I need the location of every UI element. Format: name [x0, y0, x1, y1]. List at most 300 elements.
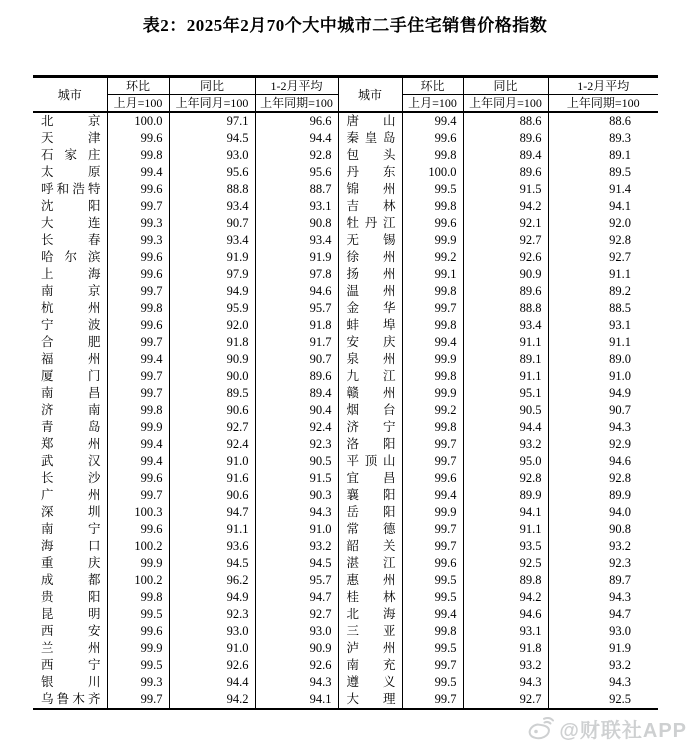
value-cell: 99.6 — [107, 130, 169, 147]
value-cell: 99.8 — [107, 402, 169, 419]
value-cell: 99.7 — [402, 300, 463, 317]
value-cell: 100.0 — [107, 112, 169, 130]
value-cell: 94.0 — [548, 504, 658, 521]
value-cell: 90.6 — [169, 487, 255, 504]
value-cell: 93.0 — [169, 623, 255, 640]
value-cell: 93.6 — [169, 538, 255, 555]
value-cell: 88.6 — [548, 112, 658, 130]
city-cell: 广州 — [41, 488, 101, 502]
value-cell: 89.4 — [255, 385, 338, 402]
value-cell: 93.1 — [548, 317, 658, 334]
value-cell: 94.7 — [169, 504, 255, 521]
city-cell: 北海 — [338, 606, 402, 623]
value-cell: 92.7 — [463, 691, 548, 709]
city-cell: 哈尔滨 — [41, 250, 101, 264]
value-cell: 89.4 — [463, 147, 548, 164]
value-cell: 99.9 — [107, 555, 169, 572]
value-cell: 93.2 — [463, 657, 548, 674]
city-cell: 武汉 — [41, 454, 101, 468]
value-cell: 94.7 — [548, 606, 658, 623]
value-cell: 99.3 — [107, 215, 169, 232]
value-cell: 90.7 — [548, 402, 658, 419]
value-cell: 99.9 — [402, 351, 463, 368]
table-row — [33, 351, 658, 368]
value-cell: 90.7 — [255, 351, 338, 368]
city-cell: 宁波 — [41, 318, 101, 332]
value-cell: 90.3 — [255, 487, 338, 504]
value-cell: 91.1 — [463, 334, 548, 351]
watermark-handle: @财联社APP — [559, 720, 687, 742]
table-row — [33, 112, 658, 130]
city-cell: 长春 — [41, 233, 101, 247]
city-cell: 扬州 — [338, 266, 402, 283]
value-cell: 99.6 — [107, 470, 169, 487]
value-cell: 99.8 — [107, 589, 169, 606]
column-header-mom-right: 环比 — [402, 77, 463, 95]
value-cell: 93.0 — [548, 623, 658, 640]
table-row — [33, 640, 658, 657]
value-cell: 94.1 — [463, 504, 548, 521]
table-row — [33, 538, 658, 555]
value-cell: 94.3 — [255, 674, 338, 691]
watermark — [527, 714, 687, 743]
value-cell: 99.4 — [402, 112, 463, 130]
value-cell: 99.7 — [107, 691, 169, 709]
value-cell: 90.5 — [463, 402, 548, 419]
value-cell: 99.8 — [402, 419, 463, 436]
table-row — [33, 215, 658, 232]
city-cell: 洛阳 — [338, 436, 402, 453]
value-cell: 97.1 — [169, 112, 255, 130]
value-cell: 99.4 — [402, 334, 463, 351]
table-row — [33, 385, 658, 402]
table-row — [33, 657, 658, 674]
value-cell: 94.3 — [548, 674, 658, 691]
value-cell: 99.9 — [107, 640, 169, 657]
table-row — [33, 487, 658, 504]
value-cell: 93.5 — [463, 538, 548, 555]
value-cell: 99.8 — [402, 147, 463, 164]
value-cell: 92.6 — [463, 249, 548, 266]
column-subheader-avg-base-right: 上年同期=100 — [548, 95, 658, 113]
value-cell: 96.6 — [255, 112, 338, 130]
value-cell: 99.5 — [107, 606, 169, 623]
value-cell: 89.1 — [463, 351, 548, 368]
value-cell: 89.8 — [463, 572, 548, 589]
city-cell: 石家庄 — [41, 148, 101, 162]
value-cell: 90.4 — [255, 402, 338, 419]
city-cell: 温州 — [338, 283, 402, 300]
value-cell: 99.6 — [107, 623, 169, 640]
city-cell: 湛江 — [338, 555, 402, 572]
value-cell: 94.5 — [255, 555, 338, 572]
table-row — [33, 674, 658, 691]
value-cell: 99.6 — [107, 317, 169, 334]
city-cell: 徐州 — [338, 249, 402, 266]
value-cell: 94.3 — [463, 674, 548, 691]
value-cell: 92.6 — [169, 657, 255, 674]
column-header-city-left: 城市 — [33, 77, 107, 113]
table-row — [33, 453, 658, 470]
value-cell: 99.7 — [402, 453, 463, 470]
value-cell: 93.2 — [548, 657, 658, 674]
table-row — [33, 130, 658, 147]
column-header-yoy-right: 同比 — [463, 77, 548, 95]
page-title: 表2：2025年2月70个大中城市二手住宅销售价格指数 — [142, 16, 548, 35]
value-cell: 95.9 — [169, 300, 255, 317]
value-cell: 92.3 — [548, 555, 658, 572]
value-cell: 93.4 — [463, 317, 548, 334]
city-cell: 桂林 — [338, 589, 402, 606]
value-cell: 91.7 — [255, 334, 338, 351]
city-cell: 成都 — [41, 573, 101, 587]
value-cell: 91.9 — [255, 249, 338, 266]
value-cell: 99.5 — [402, 589, 463, 606]
value-cell: 92.5 — [463, 555, 548, 572]
value-cell: 90.9 — [255, 640, 338, 657]
value-cell: 94.9 — [169, 283, 255, 300]
table-row — [33, 572, 658, 589]
value-cell: 94.9 — [169, 589, 255, 606]
value-cell: 90.5 — [255, 453, 338, 470]
value-cell: 99.5 — [107, 657, 169, 674]
table-row — [33, 317, 658, 334]
value-cell: 88.7 — [255, 181, 338, 198]
value-cell: 99.3 — [107, 674, 169, 691]
city-cell: 北京 — [41, 114, 101, 128]
value-cell: 99.6 — [402, 215, 463, 232]
value-cell: 95.0 — [463, 453, 548, 470]
city-cell: 太原 — [41, 165, 101, 179]
value-cell: 93.4 — [169, 198, 255, 215]
value-cell: 91.1 — [463, 521, 548, 538]
table-row — [33, 555, 658, 572]
value-cell: 89.9 — [548, 487, 658, 504]
value-cell: 92.0 — [169, 317, 255, 334]
value-cell: 89.5 — [169, 385, 255, 402]
city-cell: 大理 — [338, 691, 402, 709]
city-cell: 西安 — [41, 624, 101, 638]
city-cell: 三亚 — [338, 623, 402, 640]
city-cell: 沈阳 — [41, 199, 101, 213]
value-cell: 99.5 — [402, 640, 463, 657]
value-cell: 99.3 — [107, 232, 169, 249]
value-cell: 90.9 — [463, 266, 548, 283]
table-row — [33, 283, 658, 300]
value-cell: 94.3 — [548, 419, 658, 436]
value-cell: 96.2 — [169, 572, 255, 589]
value-cell: 89.6 — [463, 130, 548, 147]
city-cell: 平顶山 — [338, 453, 402, 470]
value-cell: 99.2 — [402, 249, 463, 266]
value-cell: 99.9 — [402, 385, 463, 402]
value-cell: 90.0 — [169, 368, 255, 385]
value-cell: 92.7 — [463, 232, 548, 249]
value-cell: 89.1 — [548, 147, 658, 164]
value-cell: 97.8 — [255, 266, 338, 283]
value-cell: 91.8 — [169, 334, 255, 351]
column-header-avg-left: 1-2月平均 — [255, 77, 338, 95]
value-cell: 91.9 — [169, 249, 255, 266]
value-cell: 97.9 — [169, 266, 255, 283]
city-cell: 福州 — [41, 352, 101, 366]
value-cell: 93.2 — [255, 538, 338, 555]
value-cell: 94.1 — [548, 198, 658, 215]
table-row — [33, 504, 658, 521]
value-cell: 99.4 — [402, 606, 463, 623]
value-cell: 94.6 — [548, 453, 658, 470]
city-cell: 大连 — [41, 216, 101, 230]
value-cell: 100.3 — [107, 504, 169, 521]
value-cell: 99.6 — [107, 521, 169, 538]
value-cell: 99.4 — [107, 453, 169, 470]
city-cell: 常德 — [338, 521, 402, 538]
table-row — [33, 402, 658, 419]
value-cell: 99.8 — [402, 317, 463, 334]
table-row — [33, 623, 658, 640]
city-cell: 郑州 — [41, 437, 101, 451]
city-cell: 杭州 — [41, 301, 101, 315]
city-cell: 重庆 — [41, 556, 101, 570]
value-cell: 99.8 — [402, 283, 463, 300]
value-cell: 92.8 — [463, 470, 548, 487]
value-cell: 99.9 — [402, 504, 463, 521]
value-cell: 90.7 — [169, 215, 255, 232]
city-cell: 岳阳 — [338, 504, 402, 521]
value-cell: 91.9 — [548, 640, 658, 657]
city-cell: 韶关 — [338, 538, 402, 555]
column-header-mom-left: 环比 — [107, 77, 169, 95]
value-cell: 94.2 — [169, 691, 255, 709]
table-row — [33, 691, 658, 709]
value-cell: 93.1 — [255, 198, 338, 215]
value-cell: 90.9 — [169, 351, 255, 368]
city-cell: 金华 — [338, 300, 402, 317]
value-cell: 99.7 — [107, 368, 169, 385]
value-cell: 89.5 — [548, 164, 658, 181]
city-cell: 济南 — [41, 403, 101, 417]
value-cell: 92.1 — [463, 215, 548, 232]
value-cell: 99.8 — [402, 368, 463, 385]
value-cell: 99.1 — [402, 266, 463, 283]
value-cell: 92.3 — [255, 436, 338, 453]
table-row — [33, 266, 658, 283]
value-cell: 99.7 — [402, 538, 463, 555]
value-cell: 94.6 — [255, 283, 338, 300]
value-cell: 89.0 — [548, 351, 658, 368]
value-cell: 89.6 — [463, 164, 548, 181]
value-cell: 91.5 — [255, 470, 338, 487]
city-cell: 宜昌 — [338, 470, 402, 487]
value-cell: 91.5 — [463, 181, 548, 198]
value-cell: 91.1 — [548, 266, 658, 283]
value-cell: 93.2 — [548, 538, 658, 555]
value-cell: 99.8 — [107, 147, 169, 164]
value-cell: 99.4 — [107, 436, 169, 453]
city-cell: 唐山 — [338, 112, 402, 130]
value-cell: 90.8 — [255, 215, 338, 232]
value-cell: 99.6 — [107, 249, 169, 266]
city-cell: 锦州 — [338, 181, 402, 198]
value-cell: 100.0 — [402, 164, 463, 181]
value-cell: 99.5 — [402, 572, 463, 589]
table-row — [33, 470, 658, 487]
city-cell: 牡丹江 — [338, 215, 402, 232]
column-header-city-right: 城市 — [338, 77, 402, 113]
value-cell: 99.4 — [107, 164, 169, 181]
value-cell: 99.6 — [402, 130, 463, 147]
city-cell: 海口 — [41, 539, 101, 553]
value-cell: 92.7 — [255, 606, 338, 623]
column-header-avg-right: 1-2月平均 — [548, 77, 658, 95]
value-cell: 94.5 — [169, 130, 255, 147]
value-cell: 91.1 — [463, 368, 548, 385]
column-subheader-yoy-base-right: 上年同月=100 — [463, 95, 548, 113]
value-cell: 89.6 — [255, 368, 338, 385]
value-cell: 89.7 — [548, 572, 658, 589]
value-cell: 99.5 — [402, 181, 463, 198]
value-cell: 90.6 — [169, 402, 255, 419]
table-row — [33, 164, 658, 181]
city-cell: 青岛 — [41, 420, 101, 434]
city-cell: 南宁 — [41, 522, 101, 536]
city-cell: 乌鲁木齐 — [41, 692, 101, 706]
table-row — [33, 334, 658, 351]
table-row — [33, 198, 658, 215]
value-cell: 93.2 — [463, 436, 548, 453]
city-cell: 吉林 — [338, 198, 402, 215]
city-cell: 泸州 — [338, 640, 402, 657]
city-cell: 南昌 — [41, 386, 101, 400]
value-cell: 99.7 — [107, 487, 169, 504]
value-cell: 92.4 — [255, 419, 338, 436]
value-cell: 99.6 — [402, 555, 463, 572]
value-cell: 94.7 — [255, 589, 338, 606]
city-cell: 泉州 — [338, 351, 402, 368]
value-cell: 99.7 — [107, 385, 169, 402]
city-cell: 贵阳 — [41, 590, 101, 604]
table-row — [33, 300, 658, 317]
city-cell: 天津 — [41, 131, 101, 145]
city-cell: 安庆 — [338, 334, 402, 351]
value-cell: 92.0 — [548, 215, 658, 232]
value-cell: 99.8 — [402, 623, 463, 640]
value-cell: 100.2 — [107, 572, 169, 589]
value-cell: 91.8 — [463, 640, 548, 657]
value-cell: 94.9 — [548, 385, 658, 402]
value-cell: 99.5 — [402, 674, 463, 691]
table-row — [33, 419, 658, 436]
value-cell: 95.6 — [169, 164, 255, 181]
value-cell: 88.8 — [169, 181, 255, 198]
value-cell: 89.6 — [463, 283, 548, 300]
value-cell: 91.1 — [548, 334, 658, 351]
table-row — [33, 232, 658, 249]
table-row — [33, 368, 658, 385]
table-row — [33, 249, 658, 266]
value-cell: 92.6 — [255, 657, 338, 674]
value-cell: 91.0 — [255, 521, 338, 538]
value-cell: 92.8 — [548, 470, 658, 487]
city-cell: 蚌埠 — [338, 317, 402, 334]
value-cell: 91.0 — [169, 453, 255, 470]
value-cell: 94.6 — [463, 606, 548, 623]
city-cell: 九江 — [338, 368, 402, 385]
table-row — [33, 181, 658, 198]
value-cell: 99.7 — [107, 334, 169, 351]
city-cell: 西宁 — [41, 658, 101, 672]
value-cell: 89.2 — [548, 283, 658, 300]
table-row — [33, 606, 658, 623]
city-cell: 厦门 — [41, 369, 101, 383]
value-cell: 93.4 — [255, 232, 338, 249]
value-cell: 92.7 — [169, 419, 255, 436]
table-header — [33, 77, 658, 113]
value-cell: 94.2 — [463, 198, 548, 215]
value-cell: 99.8 — [107, 300, 169, 317]
city-cell: 上海 — [41, 267, 101, 281]
column-subheader-mom-base-left: 上月=100 — [107, 95, 169, 113]
value-cell: 100.2 — [107, 538, 169, 555]
value-cell: 94.4 — [463, 419, 548, 436]
value-cell: 91.0 — [548, 368, 658, 385]
column-subheader-yoy-base-left: 上年同月=100 — [169, 95, 255, 113]
value-cell: 99.7 — [402, 691, 463, 709]
value-cell: 99.4 — [402, 487, 463, 504]
value-cell: 99.7 — [402, 436, 463, 453]
value-cell: 95.7 — [255, 300, 338, 317]
city-cell: 南充 — [338, 657, 402, 674]
city-cell: 长沙 — [41, 471, 101, 485]
city-cell: 银川 — [41, 675, 101, 689]
city-cell: 合肥 — [41, 335, 101, 349]
value-cell: 92.4 — [169, 436, 255, 453]
city-cell: 包头 — [338, 147, 402, 164]
city-cell: 赣州 — [338, 385, 402, 402]
value-cell: 90.8 — [548, 521, 658, 538]
value-cell: 91.8 — [255, 317, 338, 334]
city-cell: 丹东 — [338, 164, 402, 181]
table-row — [33, 589, 658, 606]
value-cell: 93.4 — [169, 232, 255, 249]
value-cell: 94.4 — [169, 674, 255, 691]
value-cell: 99.6 — [402, 470, 463, 487]
value-cell: 89.9 — [463, 487, 548, 504]
value-cell: 92.8 — [548, 232, 658, 249]
value-cell: 94.4 — [255, 130, 338, 147]
value-cell: 92.7 — [548, 249, 658, 266]
value-cell: 94.3 — [548, 589, 658, 606]
city-cell: 兰州 — [41, 641, 101, 655]
city-cell: 秦皇岛 — [338, 130, 402, 147]
column-subheader-avg-base-left: 上年同期=100 — [255, 95, 338, 113]
value-cell: 91.4 — [548, 181, 658, 198]
city-cell: 深圳 — [41, 505, 101, 519]
value-cell: 91.6 — [169, 470, 255, 487]
value-cell: 99.8 — [402, 198, 463, 215]
city-cell: 呼和浩特 — [41, 182, 101, 196]
column-subheader-mom-base-right: 上月=100 — [402, 95, 463, 113]
city-cell: 南京 — [41, 284, 101, 298]
column-header-yoy-left: 同比 — [169, 77, 255, 95]
value-cell: 99.9 — [107, 419, 169, 436]
value-cell: 91.1 — [169, 521, 255, 538]
value-cell: 95.6 — [255, 164, 338, 181]
value-cell: 89.3 — [548, 130, 658, 147]
value-cell: 95.7 — [255, 572, 338, 589]
price-index-table — [33, 75, 658, 710]
value-cell: 92.3 — [169, 606, 255, 623]
